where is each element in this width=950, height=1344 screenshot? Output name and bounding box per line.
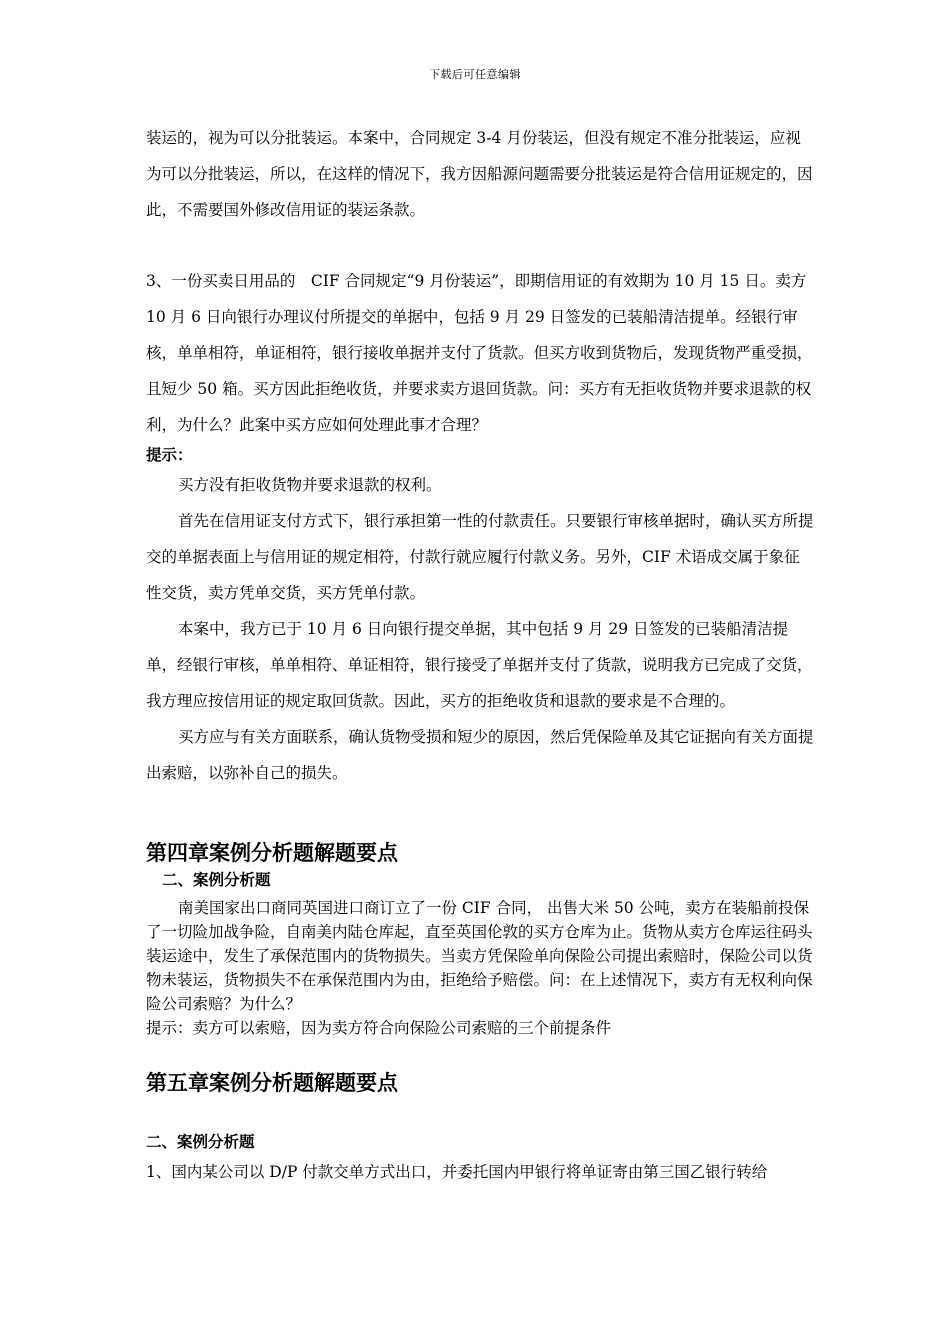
case-3: [146, 263, 814, 791]
case-question: 3、一份买卖日用品的 CIF 合同规定“9 月份装运”，即期信用证的有效期为 10 月 15 日。卖方 10 月 6 日向银行办理议付所提交的单据中，包括 9 月 29 日签发的已装船清洁提单。经银行审核，单单相符，单证相符，银行接收单据并支付了货款。但买方收到货物后，发现货物严重受损，且短少 50 箱。买方因此拒绝收货，并要求卖方退回货款。问：买方有无拒收货物并要求退款的权利，为什么？此案中买方应如何处理此事才合理？: [146, 272, 813, 434]
section-subtitle: 二、案例分析题: [146, 1132, 255, 1151]
chapter-title: 第五章案例分析题解题要点: [146, 1070, 398, 1095]
hint-label: 提示：: [146, 445, 193, 464]
chapter-4-section: [146, 838, 814, 1040]
answer-paragraph: 买方没有拒收货物并要求退款的权利。: [178, 476, 442, 494]
section-subtitle: 二、案例分析题: [162, 870, 271, 889]
chapter-title: 第四章案例分析题解题要点: [146, 840, 398, 865]
paragraph: 装运的，视为可以分批装运。本案中，合同规定 3-4 月份装运，但没有规定不准分批装运，应视为可以分批装运，所以，在这样的情况下，我方因船源问题需要分批装运是符合信用证规定的，因此，不需要国外修改信用证的装运条款。: [146, 129, 813, 219]
case-paragraph: 1、国内某公司以 D/P 付款交单方式出口，并委托国内甲银行将单证寄由第三国乙银行转给: [146, 1163, 768, 1181]
case-paragraph: 南美国家出口商同英国进口商订立了一份 CIF 合同， 出售大米 50 公吨，卖方在装船前投保了一切险加战争险，自南美内陆仓库起，直至英国伦敦的买方仓库为止。货物从卖方仓库运往码头装运途中，发生了承保范围内的货物损失。当卖方凭保险单向保险公司提出索赔时，保险公司以货物未装运，货物损失不在承保范围内为由，拒绝给予赔偿。问：在上述情况下，卖方有无权利向保险公司索赔？为什么？: [146, 899, 813, 1013]
answer-paragraph: 本案中，我方已于 10 月 6 日向银行提交单据，其中包括 9 月 29 日签发的已装船清洁提单，经银行审核，单单相符、单证相符，银行接受了单据并支付了货款，说明我方已完成了交货，我方理应按信用证的规定取回货款。因此，买方的拒绝收货和退款的要求是不合理的。: [146, 620, 813, 710]
previous-case-conclusion: [146, 120, 814, 228]
answer-paragraph: 首先在信用证支付方式下，银行承担第一性的付款责任。只要银行审核单据时，确认买方所提交的单据表面上与信用证的规定相符，付款行就应履行付款义务。另外，CIF 术语成交属于象征性交货，卖方凭单交货，买方凭单付款。: [146, 512, 814, 602]
chapter-5-section: [146, 1068, 814, 1190]
answer-paragraph: 买方应与有关方面联系，确认货物受损和短少的原因，然后凭保险单及其它证据向有关方面提出索赔，以弥补自己的损失。: [146, 728, 814, 782]
hint-paragraph: 提示：卖方可以索赔，因为卖方符合向保险公司索赔的三个前提条件: [146, 1019, 612, 1037]
page-header: 下载后可任意编辑: [429, 68, 521, 81]
